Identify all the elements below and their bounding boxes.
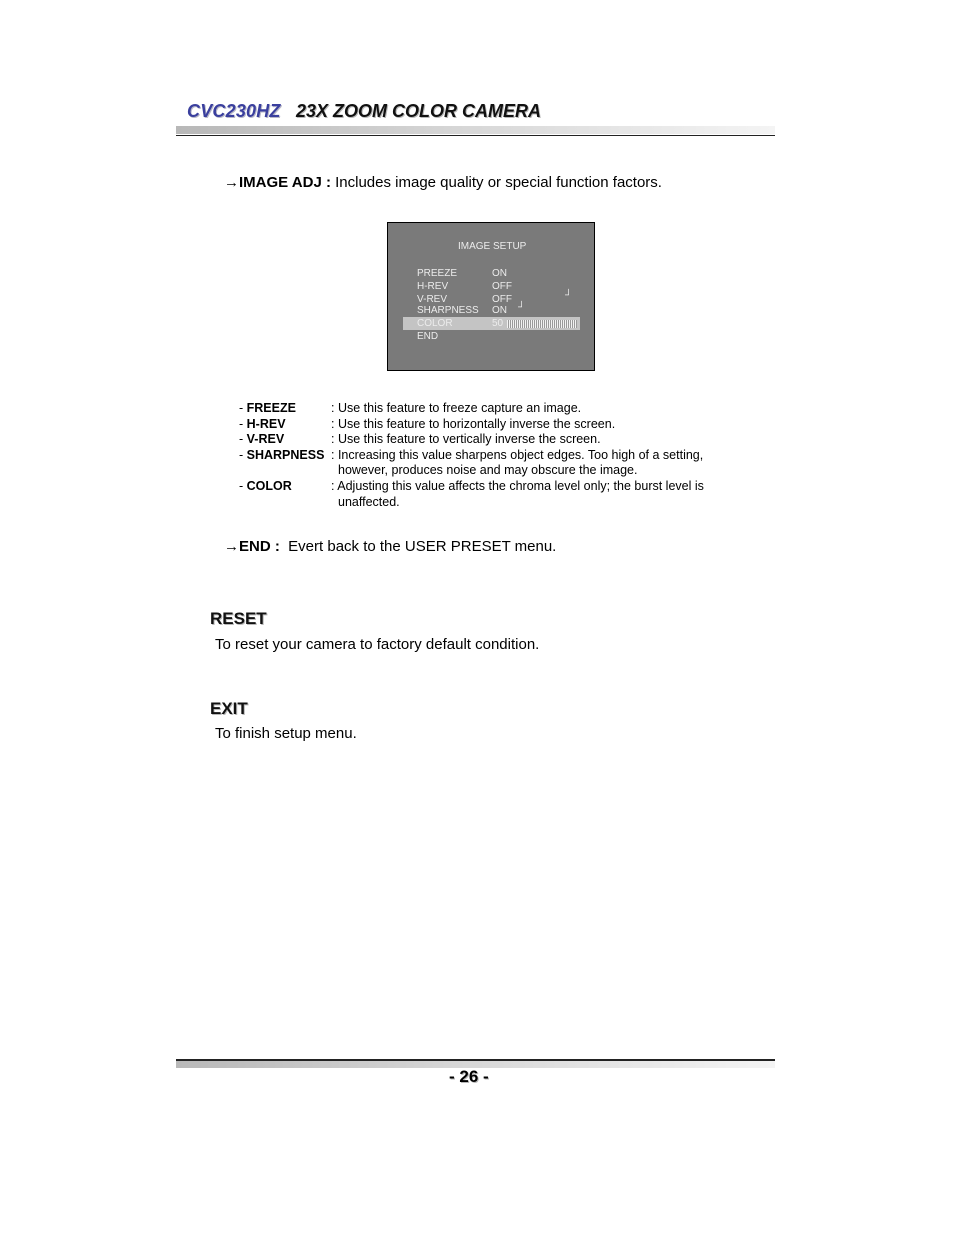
page-number: - 26 - xyxy=(449,1067,489,1086)
feature-name: FREEZE xyxy=(246,401,296,415)
osd-item-name: END xyxy=(417,331,439,342)
exit-description: To finish setup menu. xyxy=(215,725,357,742)
osd-item-value: OFF xyxy=(492,281,512,292)
osd-title: IMAGE SETUP xyxy=(458,241,527,252)
right-arrow-icon: → xyxy=(224,538,239,555)
header-gradient-bar xyxy=(176,126,775,134)
feature-name: SHARPNESS xyxy=(246,447,325,462)
document-title: 23X ZOOM COLOR CAMERA xyxy=(296,101,542,121)
feature-dash: - xyxy=(239,432,247,447)
end-text: Evert back to the USER PRESET menu. xyxy=(279,538,557,555)
image-adj-text: Includes image quality or special function factors. xyxy=(330,174,662,191)
osd-item-name: PREEZE xyxy=(417,268,458,279)
feature-name: COLOR xyxy=(246,478,292,493)
osd-item-name: H-REV xyxy=(417,281,449,292)
model-name: CVC230HZ xyxy=(187,101,281,121)
osd-item-value: ON xyxy=(492,268,507,279)
feature-row xyxy=(239,447,704,479)
feature-row xyxy=(239,401,582,417)
header-rule xyxy=(176,135,775,136)
feature-desc: : Adjusting this value affects the chroma level only; the burst level is xyxy=(331,478,704,493)
osd-item-value: ON xyxy=(492,305,507,316)
osd-item-value: OFF xyxy=(492,294,512,305)
osd-item-name: COLOR xyxy=(417,318,453,329)
feature-name: V-REV xyxy=(246,432,285,447)
enter-mark-icon: ┘ xyxy=(565,290,573,301)
image-adj-label: IMAGE ADJ : xyxy=(239,174,331,191)
feature-name: H-REV xyxy=(246,416,286,431)
end-label: END : xyxy=(239,538,280,555)
feature-desc: : Increasing this value sharpens object edges. Too high of a setting, xyxy=(331,447,704,462)
image-adj-paragraph xyxy=(224,174,662,192)
feature-dash: - xyxy=(239,401,247,415)
osd-item-name: V-REV xyxy=(417,294,448,305)
feature-desc-continued: unaffected. xyxy=(338,494,400,509)
feature-list xyxy=(239,401,704,510)
feature-row xyxy=(239,432,601,448)
feature-desc: : Use this feature to horizontally inverse the screen. xyxy=(331,416,616,431)
feature-row xyxy=(239,416,616,433)
feature-row xyxy=(239,478,704,510)
reset-heading: RESET xyxy=(210,609,267,628)
feature-desc-continued: however, produces noise and may obscure the image. xyxy=(338,463,638,478)
enter-mark-icon: ┘ xyxy=(518,302,526,313)
exit-heading: EXIT xyxy=(210,699,248,718)
osd-item-value: 50 xyxy=(492,318,504,329)
feature-dash: - xyxy=(239,478,247,493)
osd-image-setup-menu xyxy=(387,222,595,371)
feature-desc: : Use this feature to vertically inverse the screen. xyxy=(331,432,601,447)
feature-dash: - xyxy=(239,447,247,462)
reset-description: To reset your camera to factory default condition. xyxy=(215,636,540,653)
feature-dash: - xyxy=(239,416,247,431)
end-paragraph xyxy=(224,538,556,556)
osd-item-name: SHARPNESS xyxy=(417,305,479,316)
osd-color-level-bar xyxy=(507,320,577,328)
feature-desc: : Use this feature to freeze capture an image. xyxy=(331,401,582,415)
right-arrow-icon: → xyxy=(224,174,239,191)
